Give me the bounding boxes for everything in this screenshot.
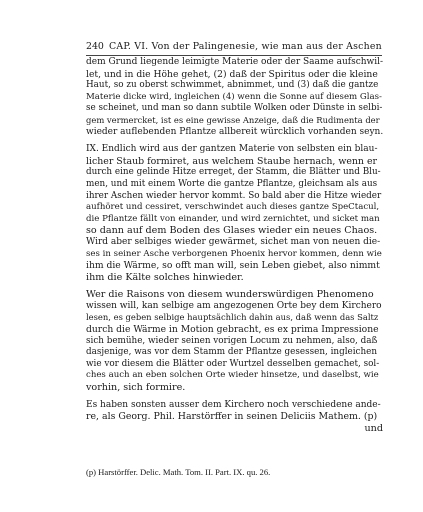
text-line: ihrer Aschen wieder hervor kommt. So bald aber die Hitze wieder bbox=[86, 190, 382, 201]
text-line: Wird aber selbiges wieder gewärmet, sichet man von neuen die- bbox=[86, 236, 381, 247]
text-line: licher Staub formiret, aus welchem Staube hernach, wenn er bbox=[86, 155, 377, 167]
text-line: men, und mit einem Worte die gantze Pflantze, gleichsam als aus bbox=[86, 178, 378, 189]
text-line: let, und in die Höhe gehet, (2) daß der Spiritus oder die kleine bbox=[86, 68, 378, 80]
text-line: dem Grund liegende leimigte Materie oder der Saame aufschwil- bbox=[86, 57, 383, 67]
paragraph bbox=[86, 400, 383, 435]
paragraph bbox=[86, 57, 383, 138]
text-line: re, als Georg. Phil. Harstörffer in seinen Deliciis Mathem. (p) bbox=[86, 411, 378, 423]
paragraph bbox=[86, 144, 383, 283]
text-line: wieder auflebenden Pflantze allbereit würcklich vorhanden seyn. bbox=[86, 126, 383, 137]
header-rule bbox=[86, 55, 382, 56]
text-line: wie vor diesem die Blätter oder Wurtzel desselben gemachet, sol- bbox=[86, 358, 380, 369]
catchword: und bbox=[364, 422, 383, 434]
text-line: IX. Endlich wird aus der gantzen Materie von selbsten ein blau- bbox=[86, 144, 378, 155]
text-line: Haut, so zu oberst schwimmet, abnimmet, und (3) daß die gantze bbox=[86, 80, 379, 91]
text-line: dasjenige, was vor dem Stamm der Pflantze gesessen, ingleichen bbox=[86, 347, 378, 358]
text-line: Es haben sonsten ausser dem Kirchero noch verschiedene ande- bbox=[86, 399, 381, 410]
text-line: ihm die Wärme, so offt man will, sein Leben giebet, also nimmt bbox=[86, 260, 380, 272]
chapter-title: CAP. VI. Von der Palingenesie, wie man aus der Aschen bbox=[108, 41, 382, 52]
text-line: gem vermercket, ist es eine gewisse Anzeige, daß die Rudimenta der bbox=[86, 114, 380, 125]
text-line: so dann auf dem Boden des Glases wieder ein neues Chaos. bbox=[86, 225, 378, 237]
footnote: (p) Harstörffer. Delic. Math. Tom. II. Part. IX. qu. 26. bbox=[86, 467, 271, 477]
text-line: durch eine gelinde Hitze erreget, der Stamm, die Blätter und Blu- bbox=[86, 167, 381, 178]
text-line: sich bemühe, wieder seinen vorigen Locum zu nehmen, also, daß bbox=[86, 335, 378, 346]
text-line: aufhöret und cessiret, verschwindet auch dieses gantze SpeCtacul, bbox=[86, 202, 380, 213]
text-line: ihm die Kälte solches hinwieder. bbox=[86, 271, 244, 283]
text-line: Wer die Raisons von diesem wunderswürdigen Phenomeno bbox=[86, 289, 374, 301]
running-header bbox=[86, 40, 386, 53]
page-number: 240 bbox=[86, 41, 104, 52]
body-text bbox=[86, 57, 383, 434]
text-line: die Pflantze fällt von einander, und wird zernichtet, und sicket man bbox=[86, 213, 380, 224]
text-line: ches auch an eben solchen Orte wieder hinsetze, und daselbst, wie bbox=[86, 370, 379, 381]
text-line: durch die Wärme in Motion gebracht, es ex prima Impressione bbox=[86, 324, 379, 336]
text-line: se scheinet, und man so dann subtile Wolken oder Dünste in selbi- bbox=[86, 103, 383, 114]
paragraph bbox=[86, 289, 383, 393]
text-line: wissen will, kan selbige am angezogenen Orte bey dem Kirchero bbox=[86, 300, 382, 311]
text-line: vorhin, sich formire. bbox=[86, 382, 186, 394]
text-line: lesen, es geben selbige hauptsächlich dahin aus, daß wenn das Saltz bbox=[86, 312, 379, 323]
text-line: ses in seiner Asche verborgenen Phoenix hervor kommen, denn wie bbox=[86, 248, 382, 259]
text-line: Materie dicke wird, ingleichen (4) wenn die Sonne auf diesem Glas- bbox=[86, 91, 382, 102]
